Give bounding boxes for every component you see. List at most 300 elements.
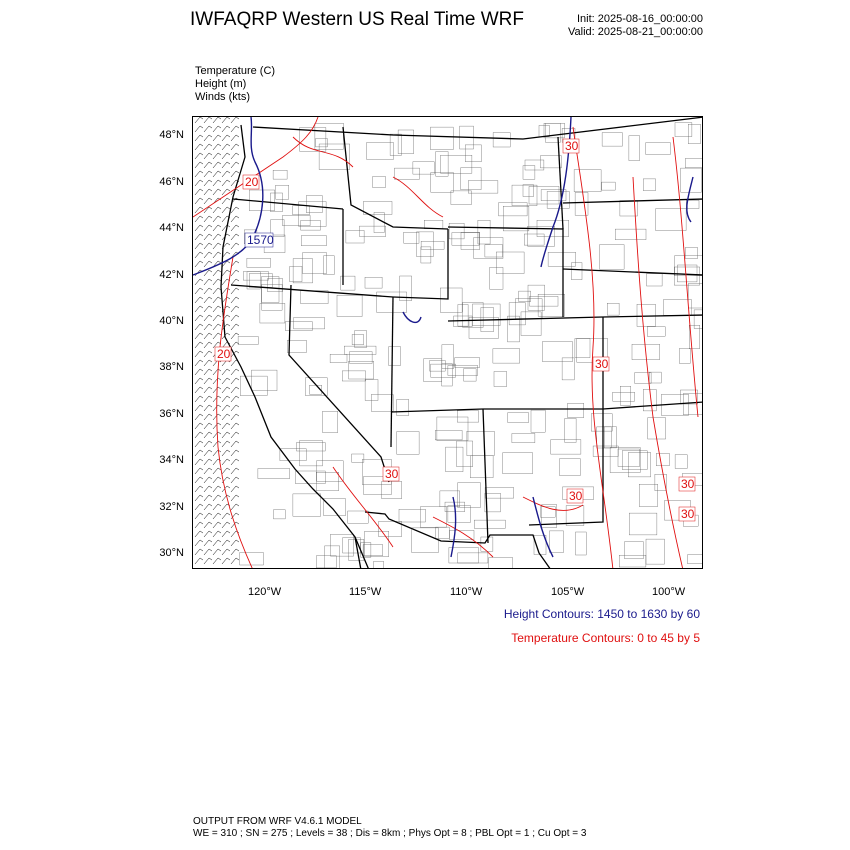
wind-barb: [195, 225, 203, 231]
wind-barb: [222, 126, 230, 132]
wind-barb: [213, 441, 221, 447]
wind-barb: [195, 432, 203, 438]
wind-barb: [231, 117, 239, 123]
wind-barb: [213, 504, 221, 510]
wind-barb: [204, 261, 212, 267]
wind-barb: [195, 558, 203, 564]
wind-barb: [231, 324, 239, 330]
lon-label-105: 105°W: [551, 586, 585, 598]
wind-barb: [204, 126, 212, 132]
wind-barb: [195, 198, 203, 204]
wind-barb: [213, 369, 221, 375]
county-outline: [404, 232, 419, 243]
lon-label-120: 120°W: [248, 586, 282, 598]
wind-barb: [222, 441, 230, 447]
county-outline: [449, 223, 464, 239]
wind-barb: [222, 189, 230, 195]
wind-barb: [204, 504, 212, 510]
wind-barb: [195, 279, 203, 285]
wind-barb: [204, 360, 212, 366]
county-outline: [674, 267, 699, 285]
wind-barb: [204, 243, 212, 249]
model-config: WE = 310 ; SN = 275 ; Levels = 38 ; Dis = 8km ; Phys Opt = 8 ; PBL Opt = 1 ; Cu Opt = 3: [193, 828, 587, 839]
wind-barb: [231, 234, 239, 240]
field-winds: Winds (kts): [195, 91, 250, 103]
wind-barb: [195, 315, 203, 321]
temp-label: 30: [681, 507, 695, 521]
wind-barb: [231, 288, 239, 294]
county-outline: [540, 156, 561, 168]
temp-label: 30: [565, 139, 579, 153]
county-outline: [394, 168, 419, 179]
wind-barb: [195, 369, 203, 375]
wind-barb: [213, 144, 221, 150]
wind-barb: [231, 126, 239, 132]
wind-barb: [204, 441, 212, 447]
county-outline: [350, 352, 373, 364]
lat-label-32: 32°N: [159, 501, 184, 513]
ut-wy: [393, 229, 448, 299]
county-outline: [240, 376, 267, 395]
county-outline: [620, 386, 631, 405]
county-outline: [437, 417, 468, 441]
wind-barb: [204, 234, 212, 240]
wind-barb: [213, 333, 221, 339]
temp-label: 30: [681, 477, 695, 491]
wind-barb: [195, 495, 203, 501]
county-outline: [489, 558, 513, 569]
wind-barb: [231, 405, 239, 411]
lat-label-36: 36°N: [159, 408, 184, 420]
wind-barb: [195, 540, 203, 546]
county-outline: [568, 403, 584, 418]
temp-label: 20: [245, 175, 259, 189]
wind-barb: [204, 477, 212, 483]
county-outline: [615, 229, 646, 240]
wind-barb: [213, 270, 221, 276]
wind-barb: [222, 495, 230, 501]
county-outline: [268, 279, 283, 292]
county-outline: [622, 451, 647, 470]
county-outline: [397, 432, 419, 455]
county-outline: [377, 292, 407, 312]
ca-nv: [289, 285, 389, 482]
county-outline: [337, 295, 362, 316]
county-outline: [324, 499, 346, 516]
county-outline: [496, 252, 524, 274]
county-outline: [461, 168, 481, 190]
wind-barb: [231, 378, 239, 384]
height-legend: Height Contours: 1450 to 1630 by 60: [503, 607, 700, 621]
county-outline: [474, 520, 505, 528]
county-outline: [240, 553, 264, 566]
county-outline: [430, 360, 446, 371]
wind-barb: [195, 324, 203, 330]
state-borders: [221, 117, 703, 569]
wind-barb: [204, 162, 212, 168]
mt-nd: [558, 137, 563, 229]
wind-barb: [204, 180, 212, 186]
wind-barb: [213, 324, 221, 330]
county-outline: [485, 245, 503, 257]
wind-barb: [213, 279, 221, 285]
wind-barb: [231, 225, 239, 231]
wind-barb: [195, 360, 203, 366]
wind-barb: [222, 144, 230, 150]
county-outline: [316, 139, 328, 147]
county-outline: [681, 168, 702, 192]
wind-barb: [231, 315, 239, 321]
county-outline: [648, 418, 666, 439]
wind-barb: [204, 207, 212, 213]
county-outline: [442, 345, 454, 369]
wind-barb: [195, 477, 203, 483]
county-outline: [613, 392, 635, 401]
wind-barb: [222, 549, 230, 555]
county-outline: [675, 455, 687, 469]
county-outline: [461, 232, 480, 249]
wind-barb: [213, 189, 221, 195]
wind-barb: [195, 468, 203, 474]
county-outline: [249, 273, 272, 287]
wind-barb: [231, 540, 239, 546]
wind-barb: [204, 252, 212, 258]
county-outline: [373, 176, 386, 187]
temp-label: 20: [217, 347, 231, 361]
county-outline: [293, 494, 321, 516]
wind-barb: [204, 459, 212, 465]
wind-barb: [195, 126, 203, 132]
wind-barb: [213, 207, 221, 213]
lat-label-48: 48°N: [159, 129, 184, 141]
county-outline: [619, 555, 646, 567]
ne-ks: [603, 315, 703, 317]
wind-barb: [204, 342, 212, 348]
wind-barb: [213, 549, 221, 555]
county-outline: [685, 159, 703, 168]
wind-barb: [195, 378, 203, 384]
wind-barb: [195, 513, 203, 519]
wind-barb: [231, 495, 239, 501]
county-outline: [468, 181, 498, 193]
wind-barb: [231, 279, 239, 285]
county-outline: [374, 561, 384, 569]
wind-barb: [195, 180, 203, 186]
county-outline: [575, 339, 590, 358]
county-outline: [431, 127, 454, 150]
wind-barb: [222, 459, 230, 465]
county-outline: [247, 258, 271, 267]
wind-barb: [231, 414, 239, 420]
temperature-labels: [215, 139, 695, 521]
lat-label-34: 34°N: [159, 454, 184, 466]
county-outline: [421, 241, 444, 249]
county-outline: [397, 399, 409, 415]
wind-barb: [204, 432, 212, 438]
county-outline: [273, 170, 287, 179]
wind-barb: [195, 306, 203, 312]
wind-barb: [195, 216, 203, 222]
county-outline: [441, 155, 472, 173]
lat-label-40: 40°N: [159, 315, 184, 327]
wind-barb: [231, 297, 239, 303]
wind-barb: [204, 450, 212, 456]
wind-barb: [213, 450, 221, 456]
county-outline: [647, 327, 665, 337]
wind-barb: [231, 468, 239, 474]
wind-barb: [204, 153, 212, 159]
wind-barb: [222, 270, 230, 276]
wind-barb: [204, 351, 212, 357]
wind-barb: [213, 486, 221, 492]
lat-label-38: 38°N: [159, 361, 184, 373]
county-outline: [607, 303, 619, 315]
wind-barb: [231, 162, 239, 168]
wind-barb: [204, 315, 212, 321]
county-outline: [440, 491, 460, 507]
wind-barb: [204, 522, 212, 528]
county-outline: [470, 456, 493, 478]
county-outline: [643, 179, 655, 191]
county-outline: [686, 200, 699, 208]
wind-barb: [231, 369, 239, 375]
county-outline: [543, 342, 573, 362]
wind-barb: [231, 396, 239, 402]
temperature-legend: Temperature Contours: 0 to 45 by 5: [511, 631, 700, 645]
county-outline: [519, 291, 531, 302]
wind-barb: [195, 441, 203, 447]
wind-barb: [195, 522, 203, 528]
temp-label: 30: [385, 467, 399, 481]
wind-barb: [204, 117, 212, 123]
county-outline: [473, 304, 501, 326]
wind-barb: [222, 558, 230, 564]
county-outline: [694, 310, 703, 329]
wind-barb: [231, 504, 239, 510]
wind-barb: [213, 225, 221, 231]
county-outline: [551, 440, 581, 454]
wind-barb: [195, 162, 203, 168]
county-outline: [604, 427, 616, 448]
wind-barb: [195, 297, 203, 303]
county-outline: [276, 185, 289, 199]
county-outline: [458, 553, 488, 563]
wind-barb: [204, 486, 212, 492]
wind-barb: [231, 171, 239, 177]
county-outline: [688, 555, 704, 564]
county-outline: [560, 459, 580, 476]
county-outline: [365, 380, 378, 401]
county-outline: [398, 130, 414, 154]
county-outline: [465, 145, 481, 162]
county-outline: [602, 182, 616, 190]
county-outline: [448, 506, 471, 522]
county-outline: [296, 471, 326, 484]
wind-barb: [204, 513, 212, 519]
wind-barb: [204, 216, 212, 222]
county-outline: [565, 419, 576, 443]
wind-barb: [231, 549, 239, 555]
county-outline: [463, 302, 483, 327]
county-outline: [300, 441, 323, 466]
county-outline: [306, 196, 322, 213]
county-outline: [301, 221, 321, 231]
wind-barb: [222, 207, 230, 213]
wind-barb: [204, 369, 212, 375]
county-outline: [349, 361, 374, 379]
county-outline: [503, 453, 533, 474]
county-outline: [679, 348, 690, 363]
county-outline: [363, 545, 383, 556]
wind-barb: [195, 333, 203, 339]
wind-barb: [222, 540, 230, 546]
wind-barb: [213, 540, 221, 546]
wind-barb: [204, 171, 212, 177]
county-outline: [688, 284, 703, 308]
county-outline: [260, 303, 285, 323]
wy-box: [448, 227, 563, 317]
wind-barb: [222, 288, 230, 294]
county-outline: [355, 331, 367, 348]
county-outline: [436, 527, 450, 538]
county-outline: [367, 143, 394, 160]
county-outline: [379, 521, 402, 536]
wind-barb: [204, 306, 212, 312]
county-outline: [297, 443, 326, 452]
wind-barb: [222, 414, 230, 420]
wind-barb: [213, 162, 221, 168]
wind-barb: [231, 342, 239, 348]
wind-barb: [213, 243, 221, 249]
mexico-border: [365, 512, 551, 569]
wind-barb: [213, 297, 221, 303]
county-outline: [549, 531, 563, 553]
wind-barb: [195, 459, 203, 465]
county-outline: [646, 143, 671, 155]
wind-barb: [204, 549, 212, 555]
wind-barb: [195, 531, 203, 537]
county-outline: [503, 206, 529, 231]
county-outline: [625, 542, 644, 559]
wind-barb: [204, 324, 212, 330]
county-outline: [571, 263, 582, 280]
county-outline: [494, 372, 507, 387]
wind-barbs: [195, 117, 239, 564]
county-outline: [412, 528, 439, 553]
county-outline: [365, 277, 382, 288]
wind-barb: [195, 153, 203, 159]
wind-barb: [204, 378, 212, 384]
county-outline: [293, 259, 313, 283]
county-outline: [647, 274, 663, 286]
az-nm: [483, 409, 488, 543]
county-outline: [531, 410, 545, 432]
wind-barb: [231, 270, 239, 276]
county-outline: [493, 133, 510, 147]
wind-barb: [195, 450, 203, 456]
wind-barb: [222, 531, 230, 537]
wind-barb: [195, 189, 203, 195]
wind-barb: [213, 468, 221, 474]
wind-barb: [222, 432, 230, 438]
wind-barb: [231, 486, 239, 492]
wind-barb: [204, 135, 212, 141]
wind-barb: [231, 207, 239, 213]
county-outline: [360, 226, 386, 236]
wind-barb: [231, 387, 239, 393]
wind-barb: [213, 216, 221, 222]
county-outline: [629, 136, 640, 161]
wind-barb: [204, 405, 212, 411]
wind-barb: [231, 477, 239, 483]
wind-barb: [222, 162, 230, 168]
wind-barb: [213, 477, 221, 483]
wind-barb: [204, 288, 212, 294]
wind-barb: [204, 333, 212, 339]
field-temperature: Temperature (C): [195, 65, 276, 77]
wind-barb: [213, 315, 221, 321]
wind-barb: [195, 396, 203, 402]
lat-label-42: 42°N: [159, 269, 184, 281]
wind-barb: [195, 288, 203, 294]
lat-label-44: 44°N: [159, 222, 184, 234]
lon-label-115: 115°W: [349, 586, 382, 598]
county-outline: [316, 472, 339, 491]
wind-barb: [222, 324, 230, 330]
county-outline: [675, 123, 692, 137]
wind-barb: [231, 306, 239, 312]
wind-barb: [213, 252, 221, 258]
county-outline: [330, 354, 347, 362]
wind-barb: [195, 135, 203, 141]
wind-barb: [213, 495, 221, 501]
county-outline: [680, 390, 697, 404]
wind-barb: [231, 153, 239, 159]
lat-label-46: 46°N: [159, 176, 184, 188]
county-outline: [618, 449, 640, 467]
wind-barb: [213, 522, 221, 528]
wa-or: [233, 199, 343, 209]
county-outline: [261, 277, 279, 303]
county-outline: [610, 447, 640, 472]
wind-barb: [222, 180, 230, 186]
wind-barb: [195, 549, 203, 555]
county-outline: [512, 434, 535, 443]
wind-barb: [222, 153, 230, 159]
wind-barb: [204, 414, 212, 420]
county-outline: [274, 510, 286, 519]
county-outline: [352, 335, 364, 345]
county-outline: [258, 469, 290, 479]
county-outline: [287, 340, 306, 352]
wind-barb: [195, 207, 203, 213]
county-outline: [464, 369, 477, 381]
wind-barb: [222, 522, 230, 528]
county-borders: [238, 123, 703, 569]
county-outline: [374, 212, 384, 232]
wind-barb: [231, 450, 239, 456]
county-outline: [458, 483, 481, 508]
wind-barb: [195, 117, 203, 123]
county-outline: [435, 430, 462, 440]
wind-barb: [222, 117, 230, 123]
county-outline: [574, 170, 601, 192]
county-outline: [685, 248, 697, 259]
county-outline: [352, 454, 364, 462]
lon-label-110: 110°W: [450, 586, 483, 598]
county-outline: [431, 173, 454, 193]
county-outline: [252, 370, 278, 391]
